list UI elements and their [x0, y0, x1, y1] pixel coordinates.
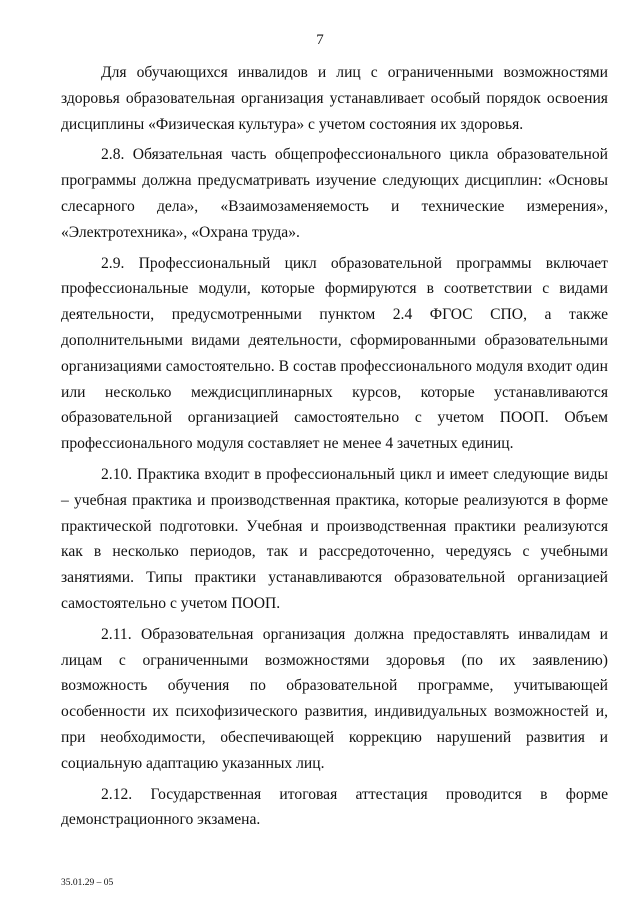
- paragraph-2-10: 2.10. Практика входит в профессиональный цикл и имеет следующие виды – учебная практика и производственная практика, которые реализуются в форме практической подготовки. Учебная и производственная практики реализуются как в несколько периодов, так и рассредоточенно, чередуясь с учебными занятиями. Типы практики устанавливаются образовательной организацией самостоятельно с учетом ПООП.: [61, 465, 608, 612]
- document-code: 35.01.29 – 05: [61, 878, 114, 888]
- paragraph-2-9: 2.9. Профессиональный цикл образовательной программы включает профессиональные модули, которые формируются в соответствии с видами деятельности, предусмотренными пунктом 2.4 ФГОС СПО, а также дополнительными видами деятельности, сформированными образовательными организациями самостоятельно. В состав профессионального модуля входит один или несколько междисциплинарных курсов, которые устанавливаются образовательной организацией самостоятельно с учетом ПООП. Объем профессионального модуля составляет не менее 4 зачетных единиц.: [61, 254, 608, 453]
- paragraph-2-11: 2.11. Образовательная организация должна предоставлять инвалидам и лицам с ограниченными возможностями здоровья (по их заявлению) возможность обучения по образовательной программе, учитывающей особенности их психофизического развития, индивидуальных возможностей и, при необходимости, обеспечивающей коррекцию нарушений развития и социальную адаптацию указанных лиц.: [61, 625, 608, 772]
- page-number: 7: [316, 32, 324, 48]
- document-body: [61, 60, 608, 833]
- paragraph-2-8: 2.8. Обязательная часть общепрофессионального цикла образовательной программы должна предусматривать изучение следующих дисциплин: «Основы слесарного дела», «Взаимозаменяемость и технические измерения», «Электротехника», «Охрана труда».: [61, 146, 608, 241]
- paragraph-2-12: 2.12. Государственная итоговая аттестация проводится в форме демонстрационного экзамена.: [61, 785, 608, 829]
- paragraph-disability-physical-education: Для обучающихся инвалидов и лиц с ограниченными возможностями здоровья образовательная организация устанавливает особый порядок освоения дисциплины «Физическая культура» с учетом состояния их здоровья.: [61, 64, 608, 133]
